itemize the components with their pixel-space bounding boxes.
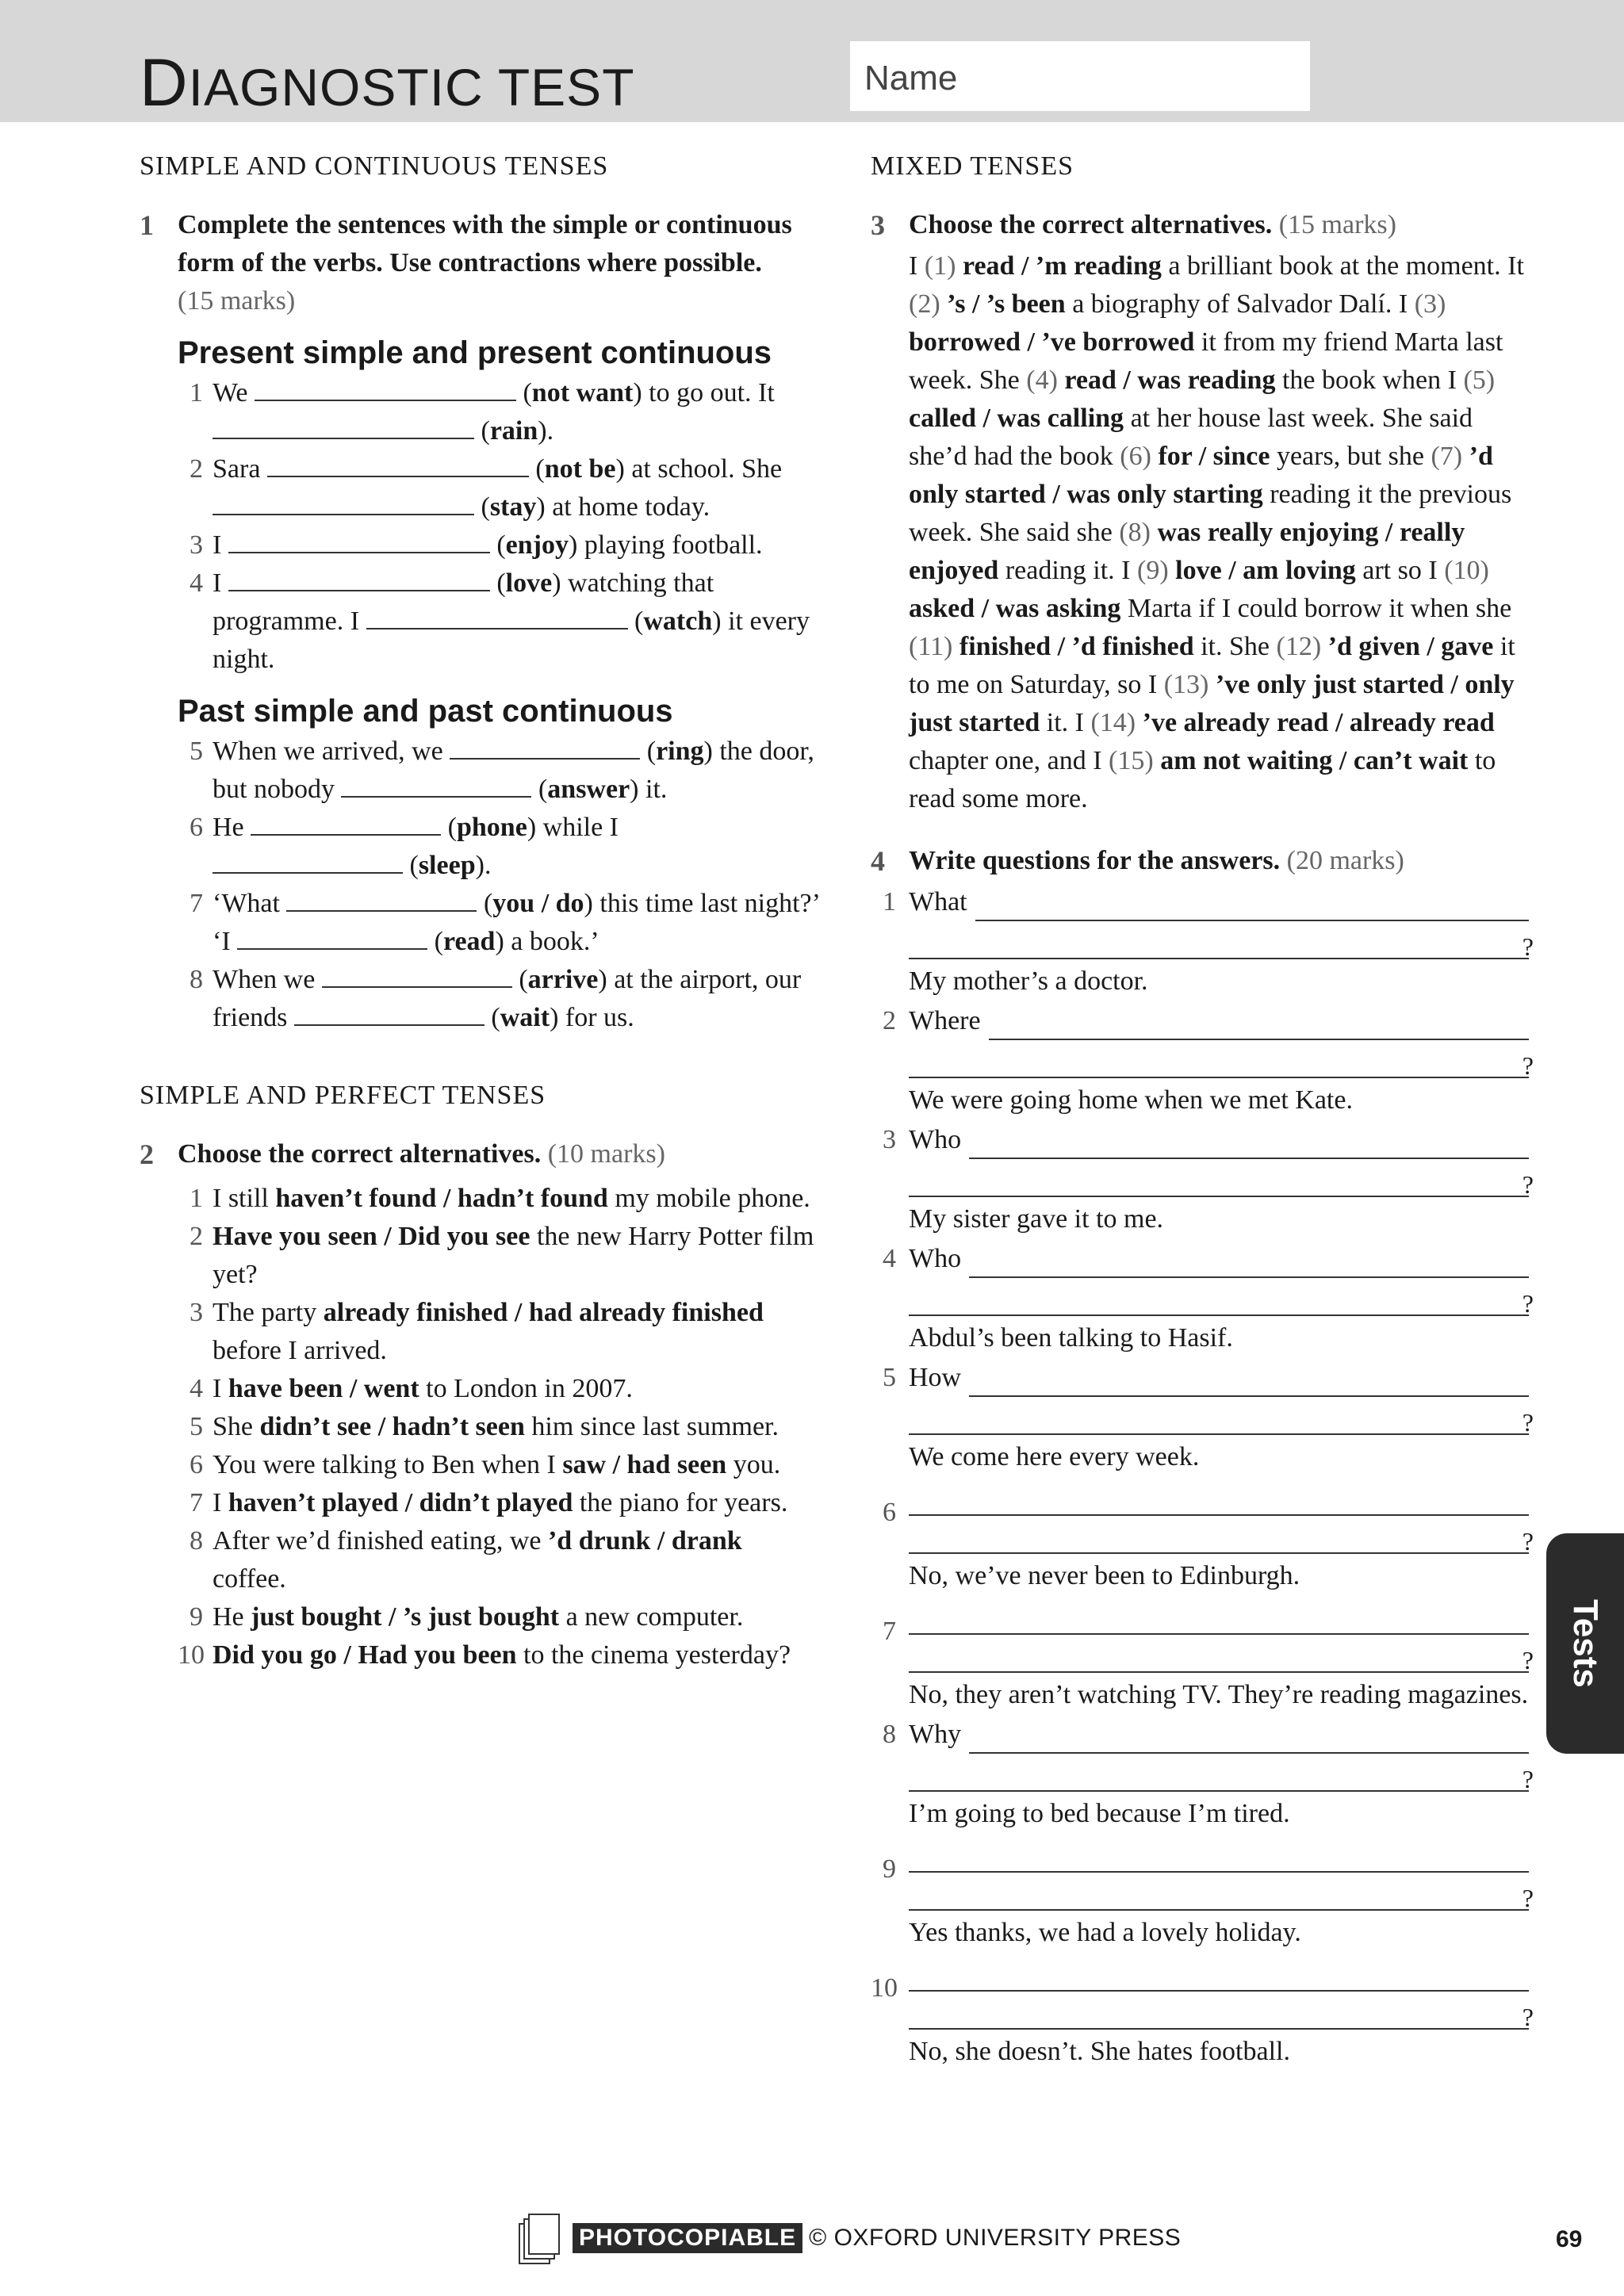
question-word: How (909, 1363, 962, 1392)
choice-options[interactable]: ’d given / gave (1327, 632, 1494, 661)
answer-text: We come here every week. (909, 1442, 1200, 1471)
question-line[interactable] (909, 1835, 1529, 1873)
list-item (871, 1121, 1534, 1238)
question-mark: ? (1522, 1170, 1534, 1199)
passage-fragment: to read some more. (909, 746, 1496, 813)
question-line[interactable] (909, 1002, 1529, 1040)
gap-number: (4) (1026, 365, 1065, 395)
list-item: 6 You were talking to Ben when I saw / had seen you. (190, 1450, 781, 1479)
page-title: DIAGNOSTIC TEST (140, 45, 635, 120)
gap-number: (3) (1414, 289, 1446, 319)
choice-options[interactable]: already finished / had already finished (323, 1298, 764, 1327)
answer-text: I’m going to bed because I’m tired. (909, 1799, 1290, 1828)
answer-blank[interactable] (213, 848, 403, 874)
question-line[interactable] (909, 1874, 1534, 1912)
gap-number: (12) (1276, 632, 1328, 661)
choice-options[interactable]: read / was reading (1064, 365, 1276, 395)
tests-tab-label: Tests (1566, 1599, 1605, 1688)
gap-number: (8) (1119, 518, 1158, 547)
list-item: 4 I (love) watching that programme. I (watch) it every night. (178, 564, 822, 679)
passage-text (909, 247, 1529, 818)
list-item: 8 When we (arrive) at the airport, our friends (wait) for us. (178, 961, 822, 1037)
question-line[interactable] (909, 1240, 1529, 1278)
photocopy-icon (519, 2214, 560, 2263)
exercise-number: 3 (871, 209, 885, 241)
question-number: 3 (883, 1125, 896, 1154)
question-number: 4 (883, 1244, 896, 1273)
list-item (871, 1240, 1534, 1357)
answer-blank[interactable] (237, 924, 427, 950)
answer-text: No, we’ve never been to Edinburgh. (909, 1561, 1300, 1590)
gap-number: (11) (909, 632, 959, 661)
choice-options[interactable]: ’d only started / was only starting (909, 442, 1493, 509)
section-heading-simple-continuous: SIMPLE AND CONTINUOUS TENSES (140, 151, 609, 181)
choice-options[interactable]: was really enjoying / really enjoyed (909, 518, 1465, 585)
exercise-instruction: Choose the correct alternatives. (15 marks) (909, 210, 1396, 239)
choice-options[interactable]: for / since (1158, 442, 1270, 471)
gap-number: (13) (1163, 670, 1216, 699)
exercise-instruction: Write questions for the answers. (20 marks) (909, 846, 1404, 875)
choice-options[interactable]: am not waiting / can’t wait (1160, 746, 1469, 775)
name-label: Name (864, 59, 958, 98)
gap-number: (7) (1431, 442, 1469, 471)
left-column (140, 143, 822, 1678)
choice-options[interactable]: ’ve only just started / only just started (909, 670, 1515, 737)
name-field[interactable] (850, 41, 1310, 111)
question-line[interactable] (909, 1478, 1529, 1516)
answer-blank[interactable] (213, 490, 474, 515)
list-item: 5 When we arrived, we (ring) the door, but nobody (answer) it. (178, 733, 822, 809)
list-item (871, 1954, 1534, 2071)
gap-number: (14) (1090, 708, 1143, 737)
exercise-4 (871, 842, 1529, 880)
answer-blank[interactable] (366, 604, 628, 629)
answer-blank[interactable] (228, 528, 490, 553)
list-item: 3 The party already finished / had already finished before I arrived. (190, 1298, 764, 1365)
question-word: Where (909, 1006, 981, 1035)
answer-blank[interactable] (228, 566, 490, 591)
passage-fragment: a brilliant book at the moment. It (1161, 251, 1524, 281)
answer-text: We were going home when we met Kate. (909, 1085, 1353, 1115)
exercise-2 (140, 1135, 822, 1674)
question-line[interactable] (909, 1636, 1534, 1674)
question-number: 6 (883, 1498, 896, 1527)
question-line[interactable] (909, 1755, 1534, 1793)
question-word: Why (909, 1720, 962, 1749)
answer-blank[interactable] (322, 962, 512, 988)
answer-blank[interactable] (286, 886, 477, 912)
list-item: 3 I (enjoy) playing football. (178, 526, 822, 564)
copyright-notice: © OXFORD UNIVERSITY PRESS (809, 2225, 1182, 2251)
right-column (871, 143, 1534, 2071)
gap-number: (5) (1463, 365, 1496, 395)
passage-fragment: reading it. I (998, 556, 1137, 585)
question-mark: ? (1522, 1051, 1534, 1080)
question-line[interactable] (909, 1954, 1529, 1992)
section-heading-mixed: MIXED TENSES (871, 151, 1074, 181)
question-line[interactable] (909, 1121, 1529, 1159)
question-line[interactable] (909, 883, 1529, 921)
question-mark: ? (1522, 932, 1534, 961)
passage-fragment: it to me on Saturday, so I (909, 632, 1515, 699)
passage-fragment: it. I (1040, 708, 1091, 737)
answer-blank[interactable] (450, 734, 640, 760)
exercise-marks: (20 marks) (1286, 846, 1404, 875)
question-mark: ? (1522, 1289, 1534, 1318)
list-item (871, 1359, 1534, 1476)
passage-fragment: I (909, 251, 925, 281)
tests-side-tab[interactable] (1546, 1533, 1624, 1754)
question-list (871, 883, 1534, 2071)
gap-number: (1) (924, 251, 963, 281)
choice-options[interactable]: have been / went (228, 1374, 419, 1403)
choice-options[interactable]: just bought / ’s just bought (251, 1602, 560, 1632)
answer-text: Yes thanks, we had a lovely holiday. (909, 1918, 1301, 1947)
answer-text: My sister gave it to me. (909, 1204, 1164, 1234)
list-item (871, 883, 1534, 1001)
passage-fragment: the book when I (1275, 365, 1464, 395)
question-number: 8 (883, 1720, 896, 1749)
question-number: 7 (883, 1617, 896, 1646)
header-bar (0, 0, 1624, 122)
list-item (871, 1478, 1534, 1595)
passage-fragment: at her house last week. She said she’d had the book (909, 404, 1473, 471)
gap-number: (9) (1137, 556, 1176, 585)
list-item: 2 Have you seen / Did you see the new Harry Potter film yet? (190, 1222, 814, 1289)
question-line[interactable] (909, 1359, 1529, 1397)
answer-text: No, they aren’t watching TV. They’re reading magazines. (909, 1680, 1529, 1709)
gap-number: (10) (1444, 556, 1489, 585)
list-item: 1 We (not want) to go out. It (rain). (178, 374, 822, 450)
list-item (871, 1597, 1534, 1714)
answer-text: Abdul’s been talking to Hasif. (909, 1323, 1233, 1353)
choice-options[interactable]: called / was calling (909, 404, 1124, 433)
exercise-marks: (15 marks) (1278, 210, 1396, 239)
exercise-number: 2 (140, 1138, 154, 1170)
question-mark: ? (1522, 1884, 1534, 1912)
passage-fragment: reading it the previous week. She said she (909, 480, 1512, 547)
answer-blank[interactable] (341, 772, 531, 798)
passage-fragment: Marta if I could borrow it when she (1120, 594, 1512, 623)
answer-text: No, she doesn’t. She hates football. (909, 2037, 1290, 2066)
subheading-present: Present simple and present continuous (178, 335, 772, 370)
passage-fragment: it. She (1193, 632, 1277, 661)
exercise-3 (871, 206, 1529, 818)
question-line[interactable] (909, 1597, 1529, 1635)
question-line[interactable] (909, 1517, 1534, 1556)
choice-options[interactable]: read / ’m reading (962, 251, 1162, 281)
choice-options[interactable]: haven’t found / hadn’t found (275, 1184, 608, 1213)
exercise-marks: (15 marks) (178, 286, 296, 316)
choice-options[interactable]: finished / ’d finished (959, 632, 1194, 661)
exercise-marks: (10 marks) (547, 1139, 665, 1169)
question-line[interactable] (909, 1399, 1534, 1437)
question-number: 5 (883, 1363, 896, 1392)
question-mark: ? (1522, 2003, 1534, 2031)
passage-fragment: it from my friend Marta last week. She (909, 327, 1503, 395)
choice-options[interactable]: ’ve already read / already read (1142, 708, 1495, 737)
list-item: 6 He (phone) while I (sleep). (178, 809, 822, 885)
subheading-past: Past simple and past continuous (178, 694, 673, 729)
exercise-instruction: Choose the correct alternatives. (10 marks) (178, 1139, 665, 1169)
choice-options[interactable]: didn’t see / hadn’t seen (259, 1412, 525, 1441)
question-number: 2 (883, 1006, 896, 1035)
gap-number: (6) (1120, 442, 1159, 471)
choice-options[interactable]: Did you go / Had you been (213, 1640, 517, 1670)
footer (519, 2212, 1181, 2264)
photocopiable-badge: PHOTOCOPIABLE (573, 2223, 802, 2253)
question-mark: ? (1522, 1408, 1534, 1437)
question-word: Who (909, 1244, 962, 1273)
list-item: 7 ‘What (you / do) this time last night?’ ‘I (read) a book.’ (178, 885, 822, 961)
question-number: 10 (871, 1973, 898, 2003)
question-line[interactable] (909, 1161, 1534, 1199)
answer-blank[interactable] (255, 376, 516, 401)
exercise-instruction: Complete the sentences with the simple or continuous form of the verbs. Use contractions where possible. (15 marks) (178, 210, 792, 316)
question-number: 1 (883, 887, 896, 916)
list-item: 10 Did you go / Had you been to the cinema yesterday? (178, 1640, 791, 1670)
choice-options[interactable]: haven’t played / didn’t played (228, 1488, 573, 1517)
list-item: 1 I still haven’t found / hadn’t found my mobile phone. (190, 1184, 810, 1213)
question-line[interactable] (909, 923, 1534, 961)
choice-options[interactable]: Have you seen / Did you see (213, 1222, 530, 1251)
question-line[interactable] (909, 1993, 1534, 2031)
question-mark: ? (1522, 1527, 1534, 1556)
choice-options[interactable]: ’d drunk / drank (547, 1526, 742, 1556)
list-item: 5 She didn’t see / hadn’t seen him since last summer. (190, 1412, 779, 1441)
list-item (871, 1002, 1534, 1119)
list-item: 4 I have been / went to London in 2007. (190, 1374, 633, 1403)
gap-number: (2) (909, 289, 948, 319)
section-heading-simple-perfect: SIMPLE AND PERFECT TENSES (140, 1081, 546, 1110)
answer-blank[interactable] (213, 414, 474, 439)
list-item (871, 1716, 1534, 1833)
choice-options[interactable]: saw / had seen (562, 1450, 727, 1479)
question-mark: ? (1522, 1646, 1534, 1674)
list-item: 2 Sara (not be) at school. She (stay) at home today. (178, 450, 822, 526)
list-item: 7 I haven’t played / didn’t played the piano for years. (190, 1488, 788, 1517)
list-item (871, 1835, 1534, 1952)
choice-options[interactable]: asked / was asking (909, 594, 1121, 623)
exercise-1 (140, 206, 822, 1037)
passage-fragment: years, but she (1270, 442, 1431, 471)
question-line[interactable] (909, 1716, 1529, 1754)
question-line[interactable] (909, 1280, 1534, 1318)
list-item: 8 After we’d finished eating, we ’d drunk / drank coffee. (190, 1526, 742, 1594)
page-number: 69 (1556, 2226, 1583, 2252)
passage-fragment: a biography of Salvador Dalí. I (1065, 289, 1415, 319)
question-number: 9 (883, 1854, 896, 1884)
answer-blank[interactable] (294, 1001, 485, 1026)
question-mark: ? (1522, 1765, 1534, 1793)
exercise-number: 4 (871, 845, 885, 877)
passage-fragment: art so I (1355, 556, 1445, 585)
question-line[interactable] (909, 1042, 1534, 1080)
passage-fragment: chapter one, and I (909, 746, 1109, 775)
exercise-number: 1 (140, 209, 154, 241)
choice-options[interactable]: love / am loving (1175, 556, 1356, 585)
choice-options[interactable]: borrowed / ’ve borrowed (909, 327, 1195, 357)
question-word: Who (909, 1125, 962, 1154)
answer-text: My mother’s a doctor. (909, 966, 1148, 996)
question-word: What (909, 887, 967, 916)
choice-options[interactable]: ’s / ’s been (947, 289, 1066, 319)
gap-number: (15) (1109, 746, 1161, 775)
answer-blank[interactable] (251, 810, 441, 836)
answer-blank[interactable] (267, 452, 529, 477)
list-item: 9 He just bought / ’s just bought a new computer. (190, 1602, 744, 1632)
